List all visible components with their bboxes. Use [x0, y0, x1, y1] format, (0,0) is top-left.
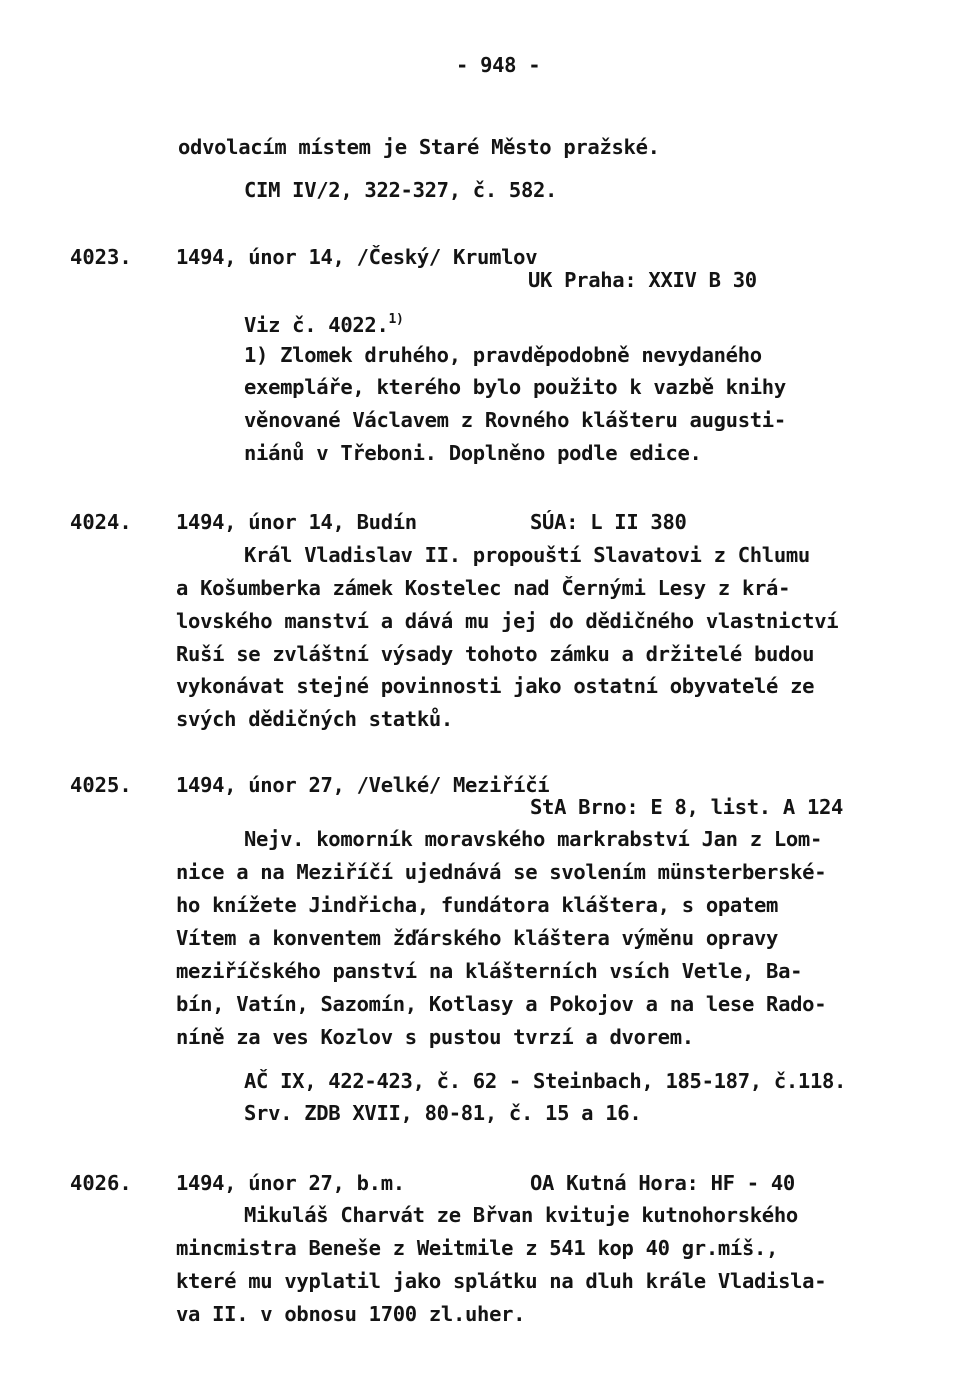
- entry-date-place: 1494, únor 14, Budín: [176, 510, 417, 534]
- footnote-line: věnované Václavem z Rovného klášteru augusti-: [244, 408, 786, 432]
- see-text: Viz č. 4022.: [244, 313, 389, 337]
- entry-text-line: Ruší se zvláštní výsady tohoto zámku a držitelé budou: [176, 642, 815, 666]
- previous-entry-text: odvolacím místem je Staré Město pražské.: [178, 135, 660, 159]
- entry-date-place: 1494, únor 27, b.m.: [176, 1171, 405, 1195]
- entry-text-line: meziříčského panství na klášterních vsích Vetle, Ba-: [176, 959, 803, 983]
- entry-archive: StA Brno: E 8, list. A 124: [530, 795, 844, 819]
- entry-date-place: 1494, únor 14, /Český/ Krumlov: [176, 245, 538, 269]
- entry-number: 4023.: [70, 245, 132, 269]
- entry-text-line: svých dědičných statků.: [176, 707, 453, 731]
- entry-text-line: lovského manství a dává mu jej do dědičného vlastnictví: [176, 609, 839, 633]
- entry-reference-line: AČ IX, 422-423, č. 62 - Steinbach, 185-187, č.118.: [244, 1069, 847, 1093]
- entry-number: 4026.: [70, 1171, 132, 1195]
- entry-text-line: které mu vyplatil jako splátku na dluh krále Vladisla-: [176, 1269, 827, 1293]
- entry-archive: OA Kutná Hora: HF - 40: [530, 1171, 795, 1195]
- footnote-mark: 1): [388, 312, 404, 327]
- entry-text-line: nice a na Meziříčí ujednává se svolením münsterberské-: [176, 860, 827, 884]
- entry-archive: SÚA: L II 380: [530, 510, 687, 534]
- footnote-line: niánů v Třeboni. Doplněno podle edice.: [244, 441, 702, 465]
- entry-see-reference: [244, 313, 404, 336]
- entry-text-line: Nejv. komorník moravského markrabství Jan z Lom-: [244, 827, 823, 851]
- entry-number: 4024.: [70, 510, 132, 534]
- footnote-line: exempláře, kterého bylo použito k vazbě knihy: [244, 375, 786, 399]
- entry-text-line: a Košumberka zámek Kostelec nad Černými Lesy z krá-: [176, 576, 791, 600]
- footnote-line: 1) Zlomek druhého, pravděpodobně nevydaného: [244, 343, 762, 367]
- entry-text-line: Mikuláš Charvát ze Břvan kvituje kutnohorského: [244, 1203, 798, 1227]
- previous-entry-source: CIM IV/2, 322-327, č. 582.: [244, 178, 558, 202]
- entry-text-line: bín, Vatín, Sazomín, Kotlasy a Pokojov a na lese Rado-: [176, 992, 827, 1016]
- entry-date-place: 1494, únor 27, /Velké/ Meziříčí: [176, 773, 550, 797]
- entry-text-line: ho knížete Jindřicha, fundátora kláštera, s opatem: [176, 893, 779, 917]
- entry-text-line: vykonávat stejné povinnosti jako ostatní obyvatelé ze: [176, 674, 815, 698]
- entry-text-line: mincmistra Beneše z Weitmile z 541 kop 40 gr.míš.,: [176, 1236, 779, 1260]
- entry-reference-line: Srv. ZDB XVII, 80-81, č. 15 a 16.: [244, 1101, 642, 1125]
- entry-archive: UK Praha: XXIV B 30: [528, 268, 757, 292]
- entry-text-line: va II. v obnosu 1700 zl.uher.: [176, 1302, 526, 1326]
- entry-text-line: Král Vladislav II. propouští Slavatovi z Chlumu: [244, 543, 810, 567]
- page-number: - 948 -: [456, 53, 541, 77]
- entry-number: 4025.: [70, 773, 132, 797]
- entry-text-line: níně za ves Kozlov s pustou tvrzí a dvorem.: [176, 1025, 694, 1049]
- entry-text-line: Vítem a konventem žďárského kláštera výměnu opravy: [176, 926, 779, 950]
